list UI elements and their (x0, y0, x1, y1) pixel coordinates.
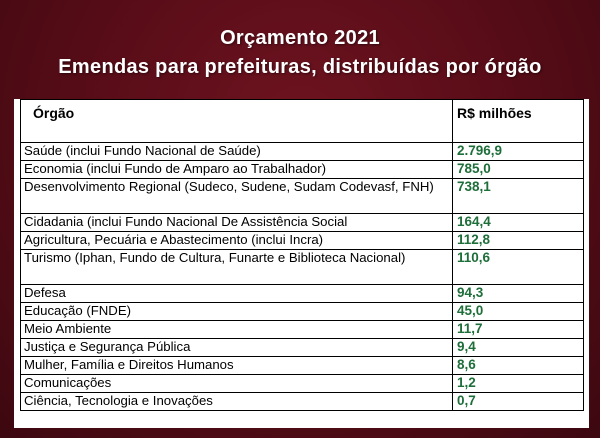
page-subtitle: Emendas para prefeituras, distribuídas por órgão (58, 56, 542, 78)
budget-table-panel (14, 99, 589, 428)
cell-valor: 8,6 (453, 357, 584, 375)
cell-orgao: Cidadania (inclui Fundo Nacional De Assistência Social (21, 214, 453, 232)
table-row (21, 321, 584, 339)
cell-valor: 1,2 (453, 375, 584, 393)
cell-valor: 2.796,9 (453, 143, 584, 161)
cell-valor: 164,4 (453, 214, 584, 232)
cell-valor: 11,7 (453, 321, 584, 339)
cell-valor: 110,6 (453, 250, 584, 285)
table-row (21, 161, 584, 179)
cell-orgao: Justiça e Segurança Pública (21, 339, 453, 357)
cell-orgao: Agricultura, Pecuária e Abastecimento (inclui Incra) (21, 232, 453, 250)
budget-table (20, 99, 584, 411)
header-orgao: Órgão (21, 100, 453, 143)
cell-orgao: Turismo (Iphan, Fundo de Cultura, Funarte e Biblioteca Nacional) (21, 250, 453, 285)
cell-valor: 738,1 (453, 179, 584, 214)
cell-valor: 45,0 (453, 303, 584, 321)
table-row (21, 303, 584, 321)
table-row (21, 375, 584, 393)
header-valor: R$ milhões (453, 100, 584, 143)
cell-valor: 94,3 (453, 285, 584, 303)
cell-orgao: Saúde (inclui Fundo Nacional de Saúde) (21, 143, 453, 161)
cell-orgao: Comunicações (21, 375, 453, 393)
table-row (21, 339, 584, 357)
cell-orgao: Educação (FNDE) (21, 303, 453, 321)
table-row (21, 285, 584, 303)
cell-orgao: Mulher, Família e Direitos Humanos (21, 357, 453, 375)
cell-valor: 112,8 (453, 232, 584, 250)
table-row (21, 214, 584, 232)
table-row (21, 232, 584, 250)
table-row (21, 143, 584, 161)
table-row (21, 250, 584, 285)
cell-valor: 9,4 (453, 339, 584, 357)
cell-orgao: Desenvolvimento Regional (Sudeco, Sudene, Sudam Codevasf, FNH) (21, 179, 453, 214)
table-header-row (21, 100, 584, 143)
table-row (21, 357, 584, 375)
cell-valor: 785,0 (453, 161, 584, 179)
cell-orgao: Meio Ambiente (21, 321, 453, 339)
cell-orgao: Defesa (21, 285, 453, 303)
cell-orgao: Ciência, Tecnologia e Inovações (21, 393, 453, 411)
table-row (21, 179, 584, 214)
cell-valor: 0,7 (453, 393, 584, 411)
page-title: Orçamento 2021 (220, 27, 380, 49)
cell-orgao: Economia (inclui Fundo de Amparo ao Trabalhador) (21, 161, 453, 179)
table-row (21, 393, 584, 411)
